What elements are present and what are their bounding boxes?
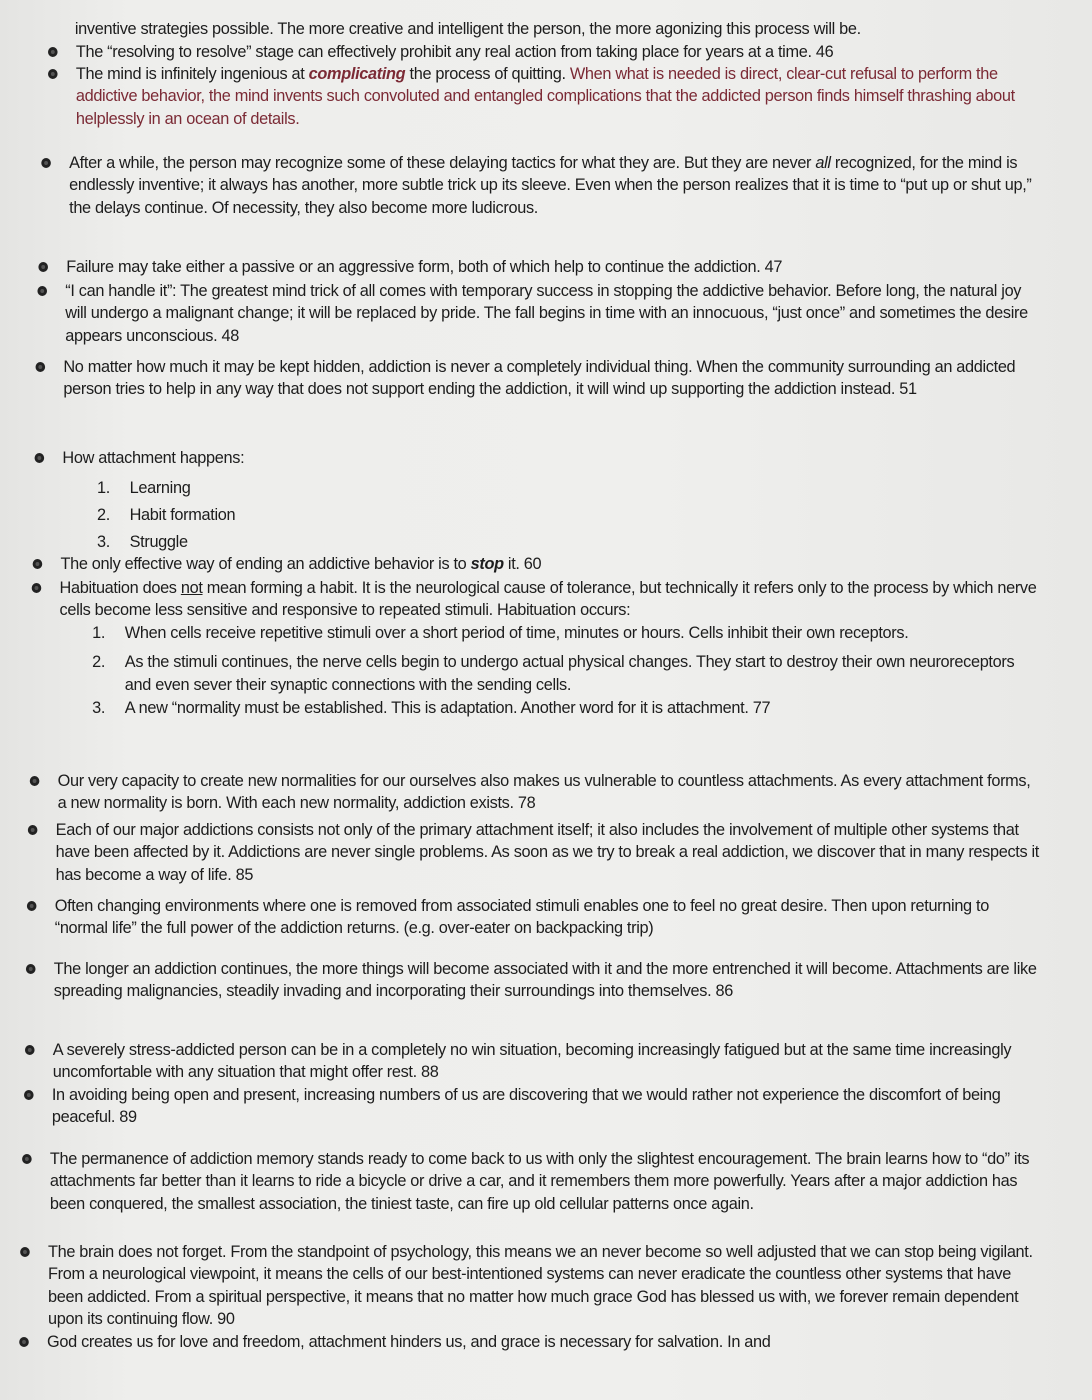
bullet-text: No matter how much it may be kept hidden, addiction is never a completely individual thing. When the community surrounding an addicted person tries to help in any way that does not support ending the addiction, it will wind up supporting the addiction instead. 51	[63, 357, 1016, 399]
bullet-item	[54, 958, 1041, 1003]
lead-in-text: inventive strategies possible. The more creative and intelligent the person, the more agonizing this process will be.	[74, 19, 861, 38]
bullet-text: Failure may take either a passive or an aggressive form, both of which help to continue the addiction. 47	[66, 257, 783, 276]
list-text: When cells receive repetitive stimuli over a short period of time, minutes or hours. Cells inhibit their own receptors.	[124, 622, 909, 642]
bullet-icon	[18, 1336, 30, 1348]
bullet-text: The longer an addiction continues, the more things will become associated with it and the more entrenched it will become. Attachments are like spreading malignancies, steadily invading and incorporating their surroundings into themselves. 86	[53, 959, 1037, 1001]
bullet-icon	[23, 1089, 35, 1101]
list-number: 3.	[92, 697, 106, 717]
bullet-icon	[31, 582, 43, 594]
bullet-item	[63, 356, 1040, 401]
bullet-text-pre: The only effective way of ending an addictive behavior is to	[60, 554, 471, 573]
bullet-item	[76, 41, 1041, 63]
bullet-item	[65, 280, 1040, 347]
bullet-text	[76, 63, 1041, 130]
bullet-item	[60, 553, 1040, 575]
bullet-icon	[35, 361, 47, 373]
bullet-item	[52, 1084, 1041, 1129]
list-item	[92, 697, 1040, 720]
bullet-text: How attachment happens:	[62, 448, 245, 467]
habituation-list	[92, 622, 1040, 719]
bullet-icon	[27, 824, 39, 836]
bullet-item	[58, 770, 1041, 815]
list-item	[97, 528, 1041, 555]
bullet-item	[53, 1039, 1041, 1084]
bullet-item	[66, 256, 1040, 278]
bullet-icon	[40, 157, 52, 169]
bullet-text-pre: The mind is infinitely ingenious at	[75, 64, 309, 83]
bullet-item	[47, 1331, 1041, 1353]
bullet-item	[60, 577, 1041, 719]
bullet-text-pre: Habituation does	[59, 578, 181, 597]
bullet-icon	[32, 558, 44, 570]
bullet-text-pre: After a while, the person may recognize some of these delaying tactics for what they are. But they are never	[69, 153, 816, 172]
bullet-text: Our very capacity to create new normalities for our ourselves also makes us vulnerable to countless attachments. As every attachment forms, a new normality is born. With each new normality, addiction exists. 78	[57, 771, 1031, 813]
bullet-item	[50, 1148, 1041, 1215]
bullet-text: In avoiding being open and present, increasing numbers of us are discovering that we would rather not experience the discomfort of being peaceful. 89	[51, 1085, 1001, 1127]
list-text: Struggle	[129, 532, 188, 552]
bullet-text	[60, 577, 1041, 622]
list-text: Learning	[129, 478, 191, 498]
bullet-text: A severely stress-addicted person can be in a completely no win situation, becoming increasingly fatigued but at the same time increasingly uncomfortable with any situation that might offer rest. 88	[52, 1040, 1012, 1082]
bullet-text: Often changing environments where one is removed from associated stimuli enables one to feel no great desire. Then upon returning to “normal life” the full power of the addiction returns. (e.g. over-eater on backpacking trip)	[54, 896, 989, 938]
bullet-icon	[24, 1044, 36, 1056]
list-text: Habit formation	[129, 505, 236, 525]
list-text: A new “normality must be established. This is adaptation. Another word for it is attachment. 77	[124, 697, 771, 717]
list-item	[92, 622, 1040, 645]
bullet-item	[48, 1241, 1041, 1331]
bullet-text-mid: the process of quitting.	[405, 64, 570, 83]
bullet-icon	[47, 46, 59, 58]
bullet-text: The “resolving to resolve” stage can effectively prohibit any real action from taking place for years at a time. 46	[75, 42, 834, 61]
lead-in-paragraph	[75, 18, 1041, 40]
bullet-text-post: it. 60	[503, 554, 542, 573]
list-text: As the stimuli continues, the nerve cells begin to undergo actual physical changes. They start to destroy their own neuroreceptors and even sever their synaptic connections with the sending cells.	[124, 652, 1015, 694]
list-number: 2.	[96, 505, 110, 525]
bullet-icon	[25, 963, 37, 975]
list-item	[97, 501, 1041, 528]
bullet-text: Each of our major addictions consists not only of the primary attachment itself; it also includes the involvement of multiple other systems that have been affected by it. Addictions are never single problems. As soon as we try to break a real addiction, we discover that in many respects it has become a way of life. 85	[55, 820, 1040, 884]
bullet-item	[55, 895, 1041, 940]
bullet-text: The permanence of addiction memory stands ready to come back to us with only the slightest encouragement. The brain learns how to “do” its attachments far better than it learns to ride a bicycle or drive a car, and it remembers them more powerfully. Years after a major addiction has been conquered, the smallest association, the tiniest taste, can fire up old cellular patterns once again.	[49, 1149, 1030, 1213]
bullet-icon	[21, 1153, 33, 1165]
bullet-text	[69, 152, 1041, 219]
emphasis-complicating: complicating	[308, 64, 406, 83]
bullet-icon	[36, 285, 48, 297]
list-number: 1.	[92, 622, 106, 642]
highlighted-red-text: When what is needed is direct, clear-cut refusal to perform the addictive behavior, the mind invents such convoluted and entangled complications that the addicted person finds himself thrashing about helplessly in an ocean of details.	[75, 64, 1015, 128]
list-number: 2.	[92, 652, 106, 672]
bullet-icon	[19, 1246, 31, 1258]
emphasis-stop: stop	[470, 554, 504, 573]
list-number: 1.	[96, 478, 110, 498]
bullet-text	[60, 553, 1040, 575]
bullet-icon	[29, 775, 41, 787]
list-number: 3.	[96, 532, 110, 552]
bullet-icon	[47, 68, 59, 80]
bullet-item	[62, 447, 1040, 555]
bullet-icon	[37, 261, 49, 273]
list-item	[97, 474, 1041, 501]
bullet-text: “I can handle it”: The greatest mind trick of all comes with temporary success in stopping the addictive behavior. Before long, the natural joy will undergo a malignant change; it will be replaced by pride. The fall begins in time with an innocuous, “just once” and sometimes the desire appears unconscious. 48	[65, 281, 1028, 345]
emphasis-not: not	[180, 578, 203, 597]
attachment-steps-list	[97, 474, 1041, 555]
bullet-item	[56, 819, 1041, 886]
bullet-text-post: recognized, for the mind is endlessly inventive; it always has another, more subtle trick up its sleeve. Even when the person realizes that it is time to “put up or shut up,” the delays continue. Of necessity, they also become more ludicrous.	[69, 153, 1032, 217]
bullet-text-post: mean forming a habit. It is the neurological cause of tolerance, but technically it refers only to the process by which nerve cells become less sensitive and responsive to repeated stimuli. Habituation occurs:	[59, 578, 1037, 620]
bullet-item	[69, 152, 1041, 219]
emphasis-all: all	[815, 153, 831, 172]
list-item	[92, 651, 1040, 696]
bullet-text: The brain does not forget. From the standpoint of psychology, this means we an never become so well adjusted that we can stop being vigilant. From a neurological viewpoint, it means the cells of our best-intentioned systems can never eradicate the countless other systems that have been addicted. From a spiritual perspective, it means that no matter how much grace God has blessed us with, we forever remain dependent upon its continuing flow. 90	[48, 1242, 1033, 1329]
bullet-icon	[26, 900, 38, 912]
bullet-text: God creates us for love and freedom, attachment hinders us, and grace is necessary for salvation. In and	[47, 1332, 771, 1351]
bullet-icon	[34, 452, 46, 464]
bullet-item	[76, 63, 1041, 130]
